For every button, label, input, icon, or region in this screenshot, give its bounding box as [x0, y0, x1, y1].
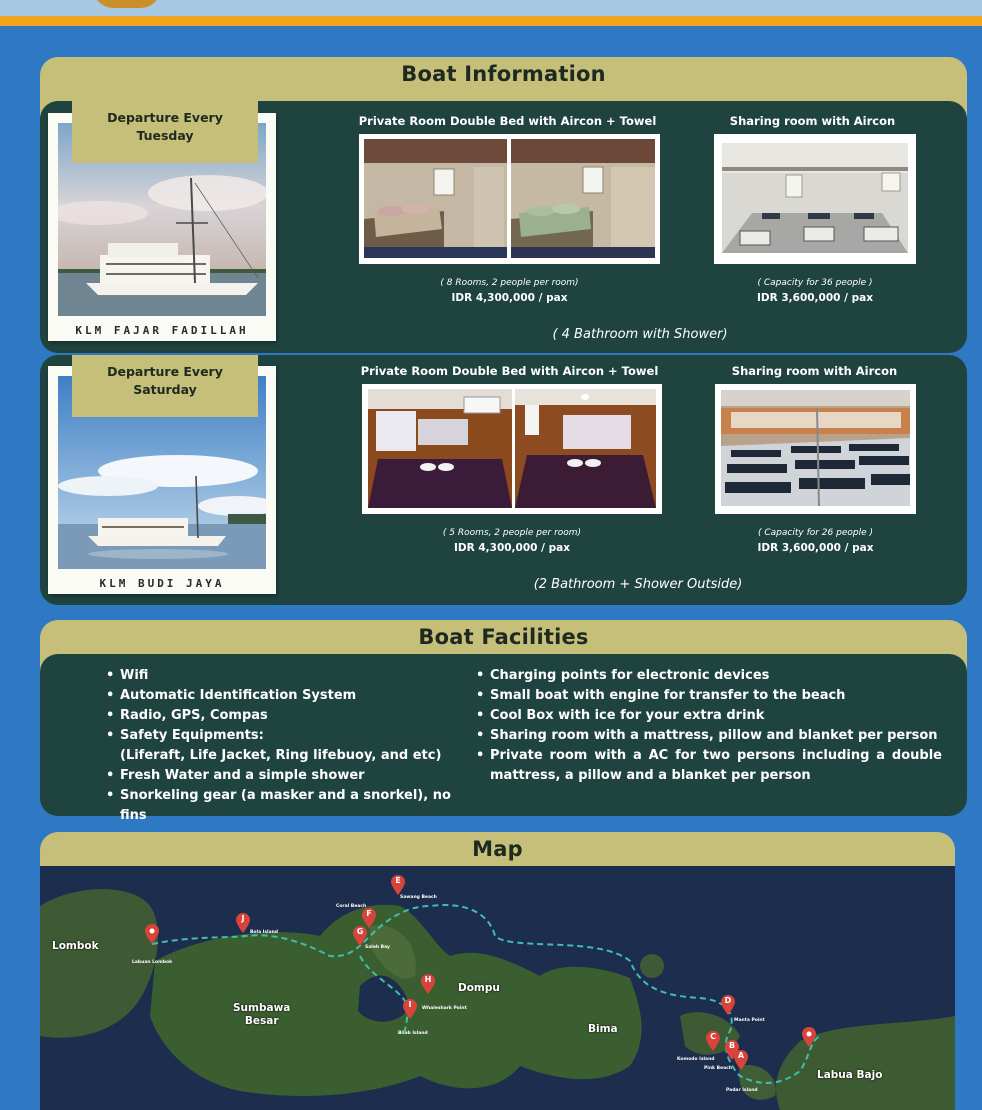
sharing-room-photo — [722, 143, 908, 253]
facility-item: • Private room with a AC for two persons including a double — [476, 746, 942, 766]
map-place-label: Bilab Island — [398, 1031, 428, 1036]
map-pin-h[interactable]: H — [421, 974, 435, 994]
boat-name-1: KLM FAJAR FADILLAH — [75, 324, 249, 337]
bathroom-info-2: (2 Bathroom + Shower Outside) — [533, 577, 743, 592]
sharing-room-price-1: IDR 3,600,000 / pax — [756, 292, 873, 304]
facility-item: • Safety Equipments: — [106, 726, 466, 746]
map-place-label: Coral Beach — [336, 904, 367, 909]
map-pin-g[interactable]: G — [353, 926, 367, 946]
bathroom-info-1: ( 4 Bathroom with Shower) — [552, 327, 728, 342]
private-room-price-2: IDR 4,300,000 / pax — [453, 542, 570, 554]
facility-item: • Wifi — [106, 666, 466, 686]
private-room-photo — [515, 389, 656, 508]
sharing-room-photo-frame-1 — [714, 134, 916, 264]
facility-item: • Snorkeling gear (a masker and a snorkel), no fins — [106, 786, 466, 826]
facility-item: • Small boat with engine for transfer to the beach — [476, 686, 942, 706]
facility-item: • Fresh Water and a simple shower — [106, 766, 466, 786]
map-label-bima: Bima — [588, 1023, 618, 1035]
private-room-photos-2 — [362, 384, 662, 514]
map-pin-j[interactable]: J — [236, 913, 250, 933]
private-room-photo — [368, 389, 512, 508]
map-title: Map — [472, 837, 523, 861]
route-map — [40, 866, 955, 1110]
boat-name-2: KLM BUDI JAYA — [99, 577, 225, 590]
map-place-label: Pink Beach — [704, 1066, 732, 1071]
private-room-photo — [364, 139, 507, 258]
map-place-label: Sawang Beach — [400, 895, 437, 900]
private-room-caption-2: ( 5 Rooms, 2 people per room) — [442, 528, 582, 538]
map-place-label: Manta Point — [734, 1018, 765, 1023]
facilities-list-right — [476, 666, 942, 786]
orange-divider — [0, 16, 982, 26]
map-label-dompu: Dompu — [458, 982, 500, 994]
private-room-price-1: IDR 4,300,000 / pax — [451, 292, 568, 304]
boat-info-title: Boat Information — [401, 62, 606, 86]
map-pin-e[interactable]: E — [391, 875, 405, 895]
sharing-room-photo-frame-2 — [715, 384, 916, 514]
facilities-title: Boat Facilities — [418, 625, 589, 649]
private-room-photos-1 — [359, 134, 660, 264]
map-place-label: Saleh Bay — [365, 945, 390, 950]
facilities-list-left — [106, 666, 466, 826]
map-pin-b[interactable]: B — [725, 1040, 739, 1060]
map-label-sumbawa: Sumbawa Besar — [233, 1002, 291, 1027]
sharing-room-title-1: Sharing room with Aircon — [729, 114, 896, 128]
sharing-room-caption-1: ( Capacity for 36 people ) — [757, 278, 873, 288]
private-room-photo — [511, 139, 655, 258]
private-room-title-1: Private Room Double Bed with Aircon + Towel — [358, 114, 657, 128]
map-place-label: Komodo Island — [677, 1057, 715, 1062]
departure-label-1: Departure Every Tuesday — [72, 101, 258, 163]
map-pin[interactable] — [802, 1027, 816, 1047]
map-pin[interactable] — [145, 924, 159, 944]
private-room-caption-1: ( 8 Rooms, 2 people per room) — [440, 278, 579, 288]
sharing-room-caption-2: ( Capacity for 26 people ) — [758, 528, 873, 538]
sharing-room-photo — [721, 390, 910, 506]
map-place-label: Labuan Lombok — [132, 960, 173, 965]
map-pin-d[interactable]: D — [721, 995, 735, 1015]
map-pin-c[interactable]: C — [706, 1031, 720, 1051]
map-label-labuan-bajo: Labua Bajo — [817, 1069, 883, 1081]
map-place-label: Padar Island — [726, 1088, 758, 1093]
map-place-label: Bola Island — [250, 930, 279, 935]
facility-item: • Radio, GPS, Compas — [106, 706, 466, 726]
facility-item: • Cool Box with ice for your extra drink — [476, 706, 942, 726]
facility-item: • Sharing room with a mattress, pillow and blanket per person — [476, 726, 942, 746]
map-place-label: Whaleshark Point — [422, 1006, 467, 1011]
map-label-lombok: Lombok — [52, 940, 99, 952]
sharing-room-title-2: Sharing room with Aircon — [731, 364, 898, 378]
map-pin-i[interactable]: I — [403, 999, 417, 1019]
map-pin-f[interactable]: F — [362, 908, 376, 928]
map-pin-a[interactable]: A — [734, 1050, 748, 1070]
facility-item-continued: mattress, a pillow and a blanket per person — [490, 768, 811, 783]
facility-item: • Automatic Identification System — [106, 686, 466, 706]
facility-item: • Charging points for electronic devices — [476, 666, 942, 686]
private-room-title-2: Private Room Double Bed with Aircon + Towel — [360, 364, 659, 378]
departure-label-2: Departure Every Saturday — [72, 355, 258, 417]
sharing-room-price-2: IDR 3,600,000 / pax — [757, 542, 874, 554]
facility-item-detail: (Liferaft, Life Jacket, Ring lifebuoy, and etc) — [120, 748, 442, 763]
